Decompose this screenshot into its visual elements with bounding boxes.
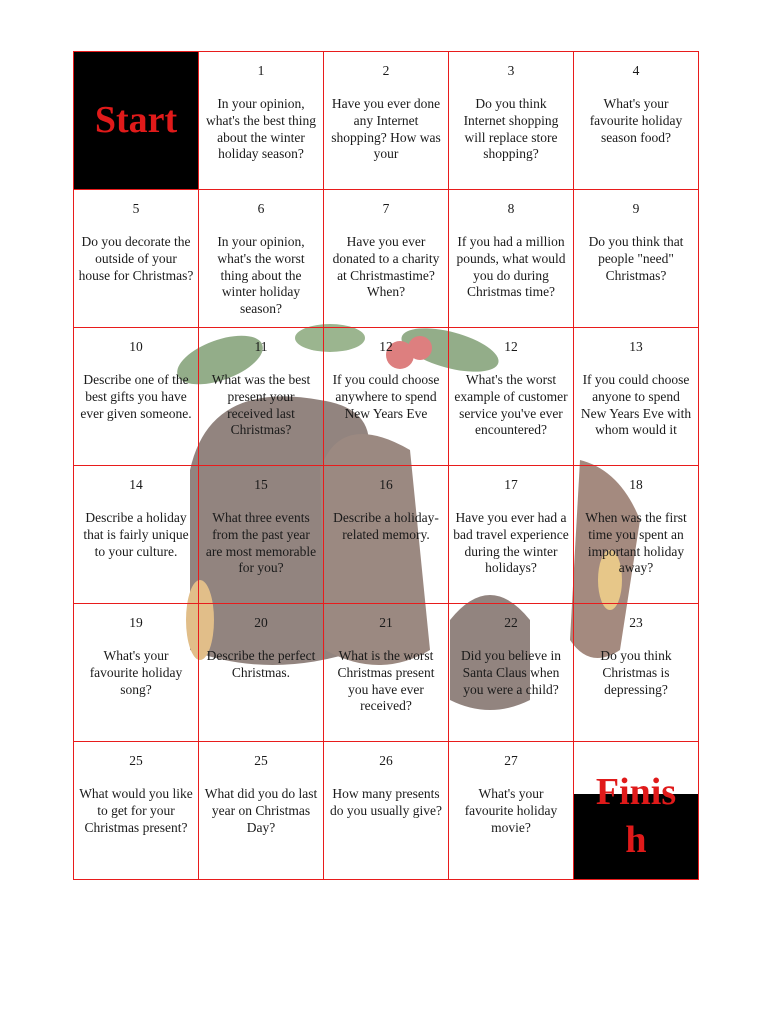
square-question: Do you decorate the outside of your house for Christmas? (78, 234, 194, 283)
board-row (74, 328, 699, 466)
square-number: 12 (379, 339, 393, 354)
question-square (74, 466, 199, 604)
question-square (324, 742, 449, 880)
question-square (199, 190, 324, 328)
question-square (449, 742, 574, 880)
square-number: 11 (254, 339, 268, 354)
question-square (199, 604, 324, 742)
question-square (574, 328, 699, 466)
square-number: 26 (379, 753, 393, 768)
start-cell (74, 52, 199, 190)
question-square (574, 190, 699, 328)
square-question: Describe a holiday that is fairly unique to your culture. (83, 510, 189, 559)
square-number: 13 (629, 339, 643, 354)
square-number: 4 (632, 63, 640, 78)
square-question: What was the best present your received last Christmas? (211, 372, 311, 438)
board-row (74, 604, 699, 742)
square-number: 5 (132, 201, 140, 216)
question-square (574, 466, 699, 604)
square-number: 8 (507, 201, 515, 216)
square-question: What's your favourite holiday song? (89, 648, 183, 697)
question-square (199, 742, 324, 880)
question-square (574, 604, 699, 742)
square-number: 19 (129, 615, 143, 630)
question-square (74, 328, 199, 466)
square-question: Describe a holiday-related memory. (333, 510, 439, 542)
square-question: What is the worst Christmas present you have ever received? (337, 648, 435, 714)
square-question: Do you think Christmas is depressing? (600, 648, 672, 697)
square-question: What three events from the past year are most memorable for you? (205, 510, 317, 576)
square-question: What's the worst example of customer service you've ever encountered? (454, 372, 568, 438)
square-number: 22 (504, 615, 518, 630)
question-square (449, 328, 574, 466)
square-question: In your opinion, what's the best thing about the winter holiday season? (205, 96, 317, 162)
square-question: How many presents do you usually give? (329, 786, 443, 818)
square-number: 10 (129, 339, 143, 354)
question-square (74, 742, 199, 880)
question-square (574, 52, 699, 190)
square-question: Do you think Internet shopping will replace store shopping? (463, 96, 559, 162)
square-question: What's your favourite holiday season food? (589, 96, 683, 145)
question-square (199, 52, 324, 190)
square-question: Describe the perfect Christmas. (206, 648, 316, 680)
square-number: 17 (504, 477, 518, 492)
game-board (73, 51, 699, 880)
square-number: 25 (254, 753, 268, 768)
question-square (324, 190, 449, 328)
square-number: 27 (504, 753, 518, 768)
square-question: Have you ever donated to a charity at Christmastime? When? (332, 234, 440, 300)
square-question: In your opinion, what's the worst thing about the winter holiday season? (217, 234, 305, 317)
question-square (199, 328, 324, 466)
square-question: If you could choose anywhere to spend New Years Eve (332, 372, 440, 421)
square-number: 2 (382, 63, 390, 78)
question-square (449, 604, 574, 742)
square-number: 23 (629, 615, 643, 630)
square-number: 1 (257, 63, 265, 78)
square-question: Describe one of the best gifts you have ever given someone. (80, 372, 192, 421)
square-number: 25 (129, 753, 143, 768)
question-square (324, 604, 449, 742)
question-square (199, 466, 324, 604)
square-question: When was the first time you spent an important holiday away? (585, 510, 687, 576)
square-question: If you could choose anyone to spend New Years Eve with whom would it (580, 372, 692, 438)
board-row (74, 742, 699, 880)
square-question: If you had a million pounds, what would you do during Christmas time? (456, 234, 566, 300)
square-number: 12 (504, 339, 518, 354)
start-label: Start (94, 99, 178, 141)
square-question: Did you believe in Santa Claus when you were a child? (460, 648, 562, 697)
board-row (74, 190, 699, 328)
square-number: 3 (507, 63, 515, 78)
board-row (74, 466, 699, 604)
square-question: What's your favourite holiday movie? (464, 786, 558, 835)
square-number: 20 (254, 615, 268, 630)
question-square (324, 52, 449, 190)
question-square (449, 52, 574, 190)
square-question: What did you do last year on Christmas Day? (204, 786, 318, 835)
square-number: 18 (629, 477, 643, 492)
square-question: Have you ever had a bad travel experience during the winter holidays? (453, 510, 569, 576)
square-question: Have you ever done any Internet shopping? How was your (331, 96, 441, 162)
board-row (74, 52, 699, 190)
square-number: 16 (379, 477, 393, 492)
question-square (449, 190, 574, 328)
square-number: 7 (382, 201, 390, 216)
square-number: 6 (257, 201, 265, 216)
square-question: Do you think that people "need" Christmas? (588, 234, 684, 283)
question-square (74, 190, 199, 328)
question-square (449, 466, 574, 604)
square-number: 9 (632, 201, 640, 216)
question-square (324, 328, 449, 466)
square-question: What would you like to get for your Christmas present? (79, 786, 193, 835)
question-square (74, 604, 199, 742)
square-number: 14 (129, 477, 143, 492)
square-number: 21 (379, 615, 393, 630)
square-number: 15 (254, 477, 268, 492)
finish-cell (574, 742, 699, 880)
question-square (324, 466, 449, 604)
finish-label: Finish (595, 771, 677, 861)
